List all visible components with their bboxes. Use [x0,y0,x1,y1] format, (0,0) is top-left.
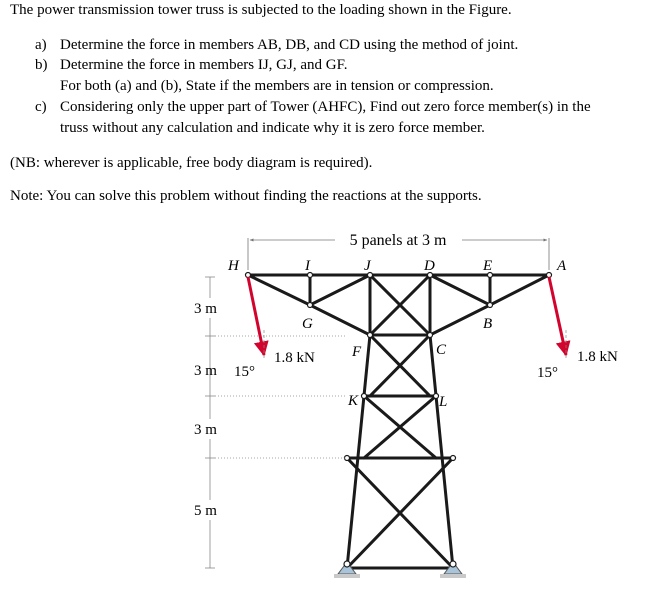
pin-C [428,333,433,338]
member-AB [490,275,549,305]
label-D: D [424,258,435,274]
label-F: F [352,344,362,360]
question-text: truss without any calculation and indicate why it is zero force member. [60,120,485,136]
left-load-arrow [248,277,264,355]
nb-text: (NB: wherever is applicable, free body diagram is required). [10,155,373,171]
question-text: Determine the force in members AB, DB, and CD using the method of joint. [60,37,519,53]
left-load-angle: 15° [234,364,255,380]
dim-label-3: 3 m [194,422,217,438]
member-GF [310,305,370,335]
member-HG [248,275,310,305]
pin-L [434,394,439,399]
member-DB [430,275,490,305]
member-BC [430,305,493,335]
label-H: H [228,258,239,274]
label-E: E [483,258,493,274]
question-c-cont [35,118,635,138]
right-load-label: 1.8 kN [577,349,618,365]
dim-label-4: 5 m [194,503,217,519]
member-right-leg [430,335,453,568]
note-text: Note: You can solve this problem without finding the reactions at the supports. [10,188,482,204]
support-pin [344,561,350,567]
question-text: Considering only the upper part of Tower (AHFC), Find out zero force member(s) in the [60,99,591,115]
truss-members [248,275,549,568]
truss-figure [0,215,645,596]
label-J: J [364,258,371,274]
question-label: a) [35,37,47,53]
span-label: 5 panels at 3 m [349,232,447,249]
dim-label-2: 3 m [194,363,217,379]
right-load-angle: 15° [537,365,558,381]
member-left-leg [347,335,370,568]
support-ground [440,574,466,578]
question-b-note [35,76,635,96]
pin-A [547,273,552,278]
pin-B [488,303,493,308]
pin-right-mid [451,456,456,461]
label-K: K [348,393,359,409]
label-L: L [439,394,448,410]
question-label: c) [35,99,47,115]
member-GJ [310,275,370,305]
pin-left-mid [345,456,350,461]
support-ground [334,574,360,578]
question-label: b) [35,57,48,73]
question-c [35,97,635,117]
dim-label-1: 3 m [194,301,217,317]
label-A: A [557,258,567,274]
label-C: C [436,342,447,358]
pin-K [362,394,367,399]
support-pin [450,561,456,567]
pin-H [246,273,251,278]
left-load-label: 1.8 kN [274,350,315,366]
question-text: For both (a) and (b), State if the members are in tension or compression. [60,78,494,94]
question-a [35,35,635,55]
label-G: G [302,316,313,332]
pin-G [308,303,313,308]
problem-intro: The power transmission tower truss is subjected to the loading shown in the Figure. [10,2,512,18]
right-load-arrow [549,277,566,355]
question-b [35,55,635,75]
label-B: B [483,316,493,332]
label-I: I [305,258,310,274]
question-text: Determine the force in members IJ, GJ, and GF. [60,57,348,73]
pin-F [368,333,373,338]
